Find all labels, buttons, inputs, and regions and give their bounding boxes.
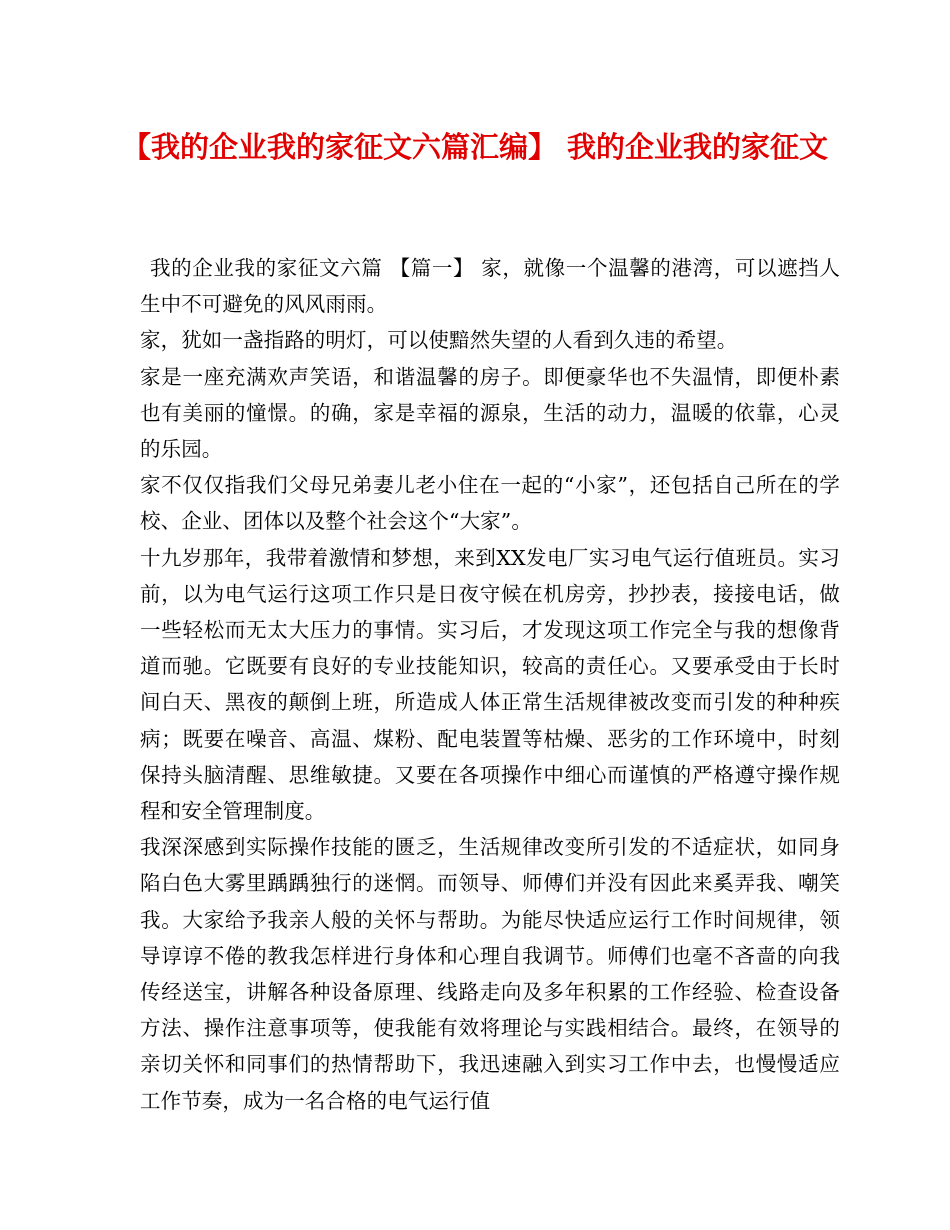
paragraph-big-family: 家不仅仅指我们父母兄弟妻儿老小住在一起的“小家”，还包括自己所在的学校、企业、团体以及整个社会这个“大家”。 — [140, 473, 840, 534]
document-title: 【我的企业我的家征文六篇汇编】 我的企业我的家征文 — [121, 130, 829, 164]
paragraph-house: 家是一座充满欢声笑语，和谐温馨的房子。即便豪华也不失温情，即便朴素也有美丽的憧憬。的确，家是幸福的源泉，生活的动力，温暖的依靠，心灵的乐园。 — [140, 364, 840, 462]
document-body — [140, 250, 840, 1119]
paragraph-lamp: 家，犹如一盏指路的明灯，可以使黯然失望的人看到久违的希望。 — [140, 328, 738, 353]
paragraph-help: 我深深感到实际操作技能的匮乏，生活规律改变所引发的不适症状，如同身陷白色大雾里踽踽独行的迷惘。而领导、师傅们并没有因此来奚弄我、嘲笑我。大家给予我亲人般的关怀与帮助。为能尽快适应运行工作时间规律，领导谆谆不倦的教我怎样进行身体和心理自我调节。师傅们也毫不吝啬的向我传经送宝，讲解各种设备原理、线路走向及多年积累的工作经验、检查设备方法、操作注意事项等，使我能有效将理论与实践相结合。最终，在领导的亲切关怀和同事们的热情帮助下，我迅速融入到实习工作中去，也慢慢适应工作节奏，成为一名合格的电气运行值 — [140, 835, 840, 1113]
paragraph-internship: 十九岁那年，我带着激情和梦想，来到XX发电厂实习电气运行值班员。实习前，以为电气运行这项工作只是日夜守候在机房旁，抄抄表，接接电话，做一些轻松而无太大压力的事情。实习后，才发现这项工作完全与我的想像背道而驰。它既要有良好的专业技能知识，较高的责任心。又要承受由于长时间白天、黑夜的颠倒上班，所造成人体正常生活规律被改变而引发的种种疾病；既要在噪音、高温、煤粉、配电装置等枯燥、恶劣的工作环境中，时刻保持头脑清醒、思维敏捷。又要在各项操作中细心而谨慎的严格遵守操作规程和安全管理制度。 — [140, 545, 840, 824]
paragraph-intro: 我的企业我的家征文六篇 【篇一】 家，就像一个温馨的港湾，可以遮挡人生中不可避免的风风雨雨。 — [140, 256, 840, 317]
